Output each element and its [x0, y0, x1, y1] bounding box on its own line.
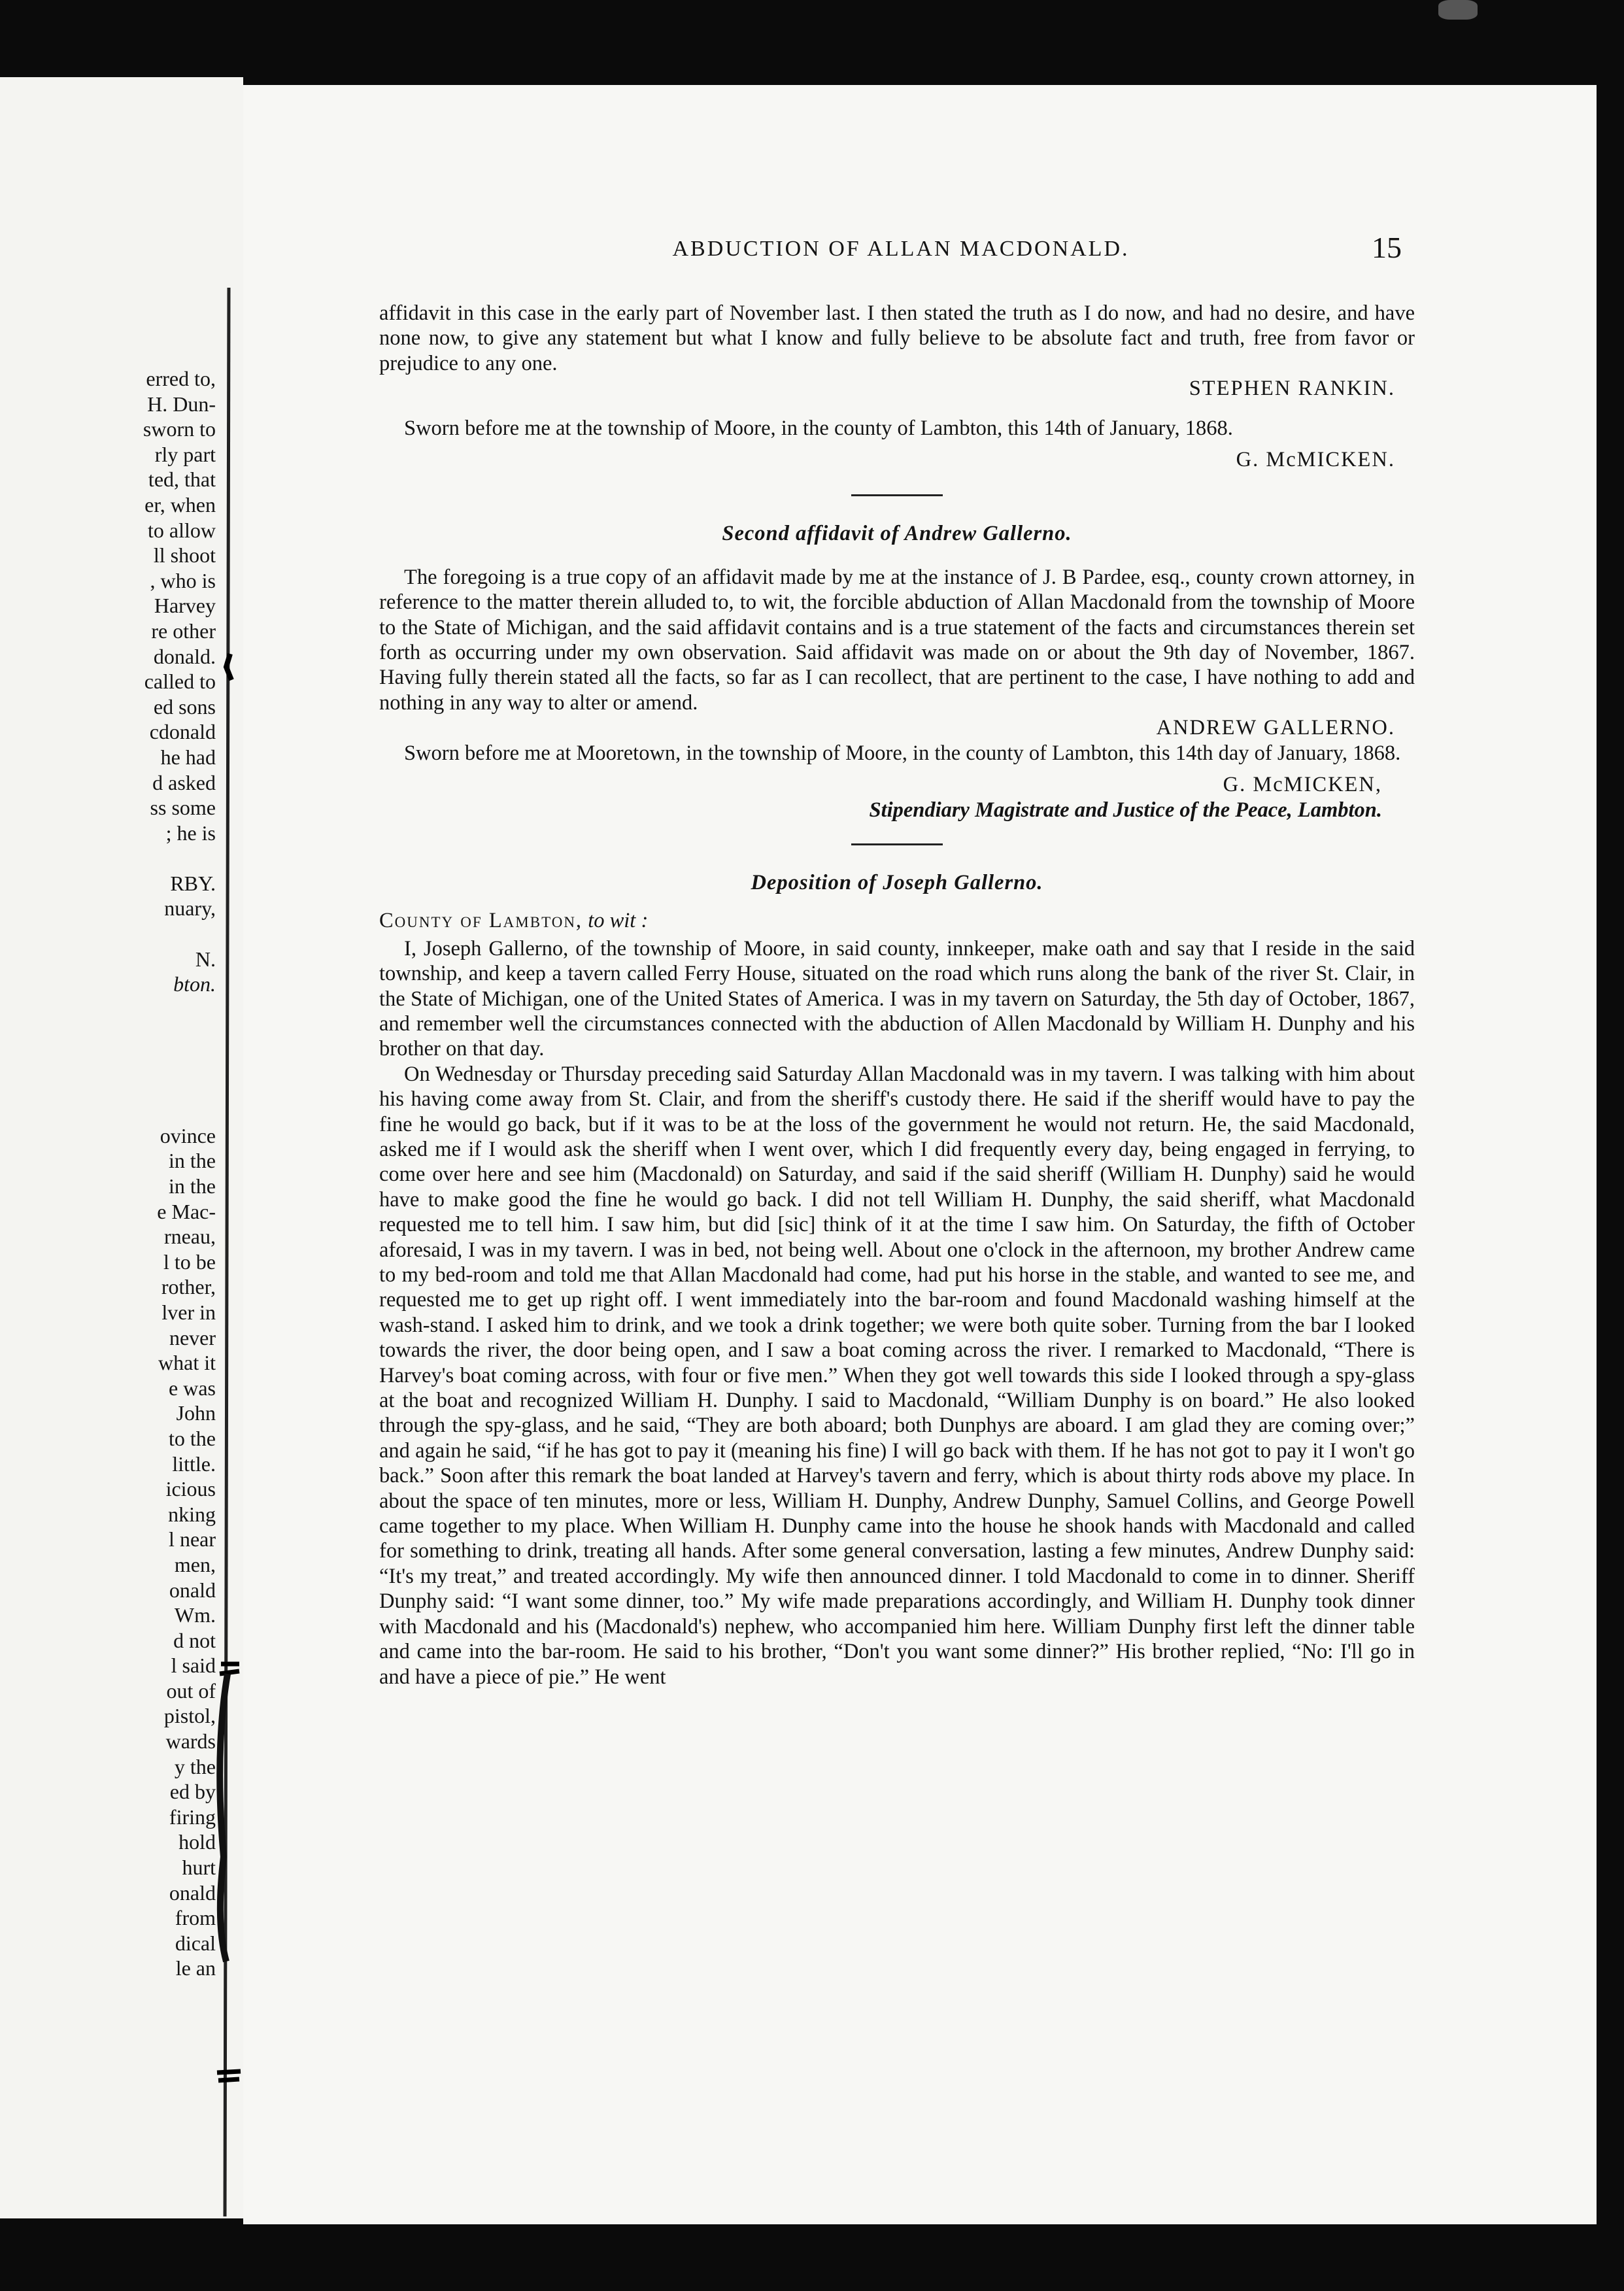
facing-page-line [143, 845, 216, 871]
facing-page-line: e was [169, 1376, 216, 1400]
facing-page-line: he had [160, 745, 216, 769]
facing-page-line: ed by [169, 1780, 216, 1804]
facing-page-line: nuary, [164, 896, 216, 921]
rankin-jurat: Sworn before me at the township of Moore, in the county of Lambton, this 14th of January, 1868. [404, 416, 1233, 440]
facing-page-line: onald [169, 1880, 216, 1905]
facing-page-line: John [176, 1401, 216, 1425]
venue-line [379, 908, 1415, 933]
facing-page-line: rother, [161, 1275, 216, 1299]
scan-speck [1438, 0, 1478, 20]
facing-page-line: hold [178, 1830, 216, 1854]
facing-page-line: to allow [148, 518, 216, 542]
rankin-paragraph: affidavit in this case in the early part of November last. I then stated the truth as I do now, and had no desire, and have none now, to give any statement but what I know and fully believe to be absolute fact and truth, free from favor or prejudice to any one. [379, 301, 1415, 375]
facing-page-line: rneau, [163, 1225, 216, 1249]
facing-page-line [143, 1022, 216, 1047]
facing-page-line: N. [195, 947, 216, 971]
rankin-affidavit-end [379, 301, 1415, 1689]
mcmicken-signature: G. McMICKEN, [1223, 773, 1382, 797]
magistrate-office: Stipendiary Magistrate and Justice of the Peace, Lambton. [869, 798, 1382, 822]
facing-page-line: hurt [182, 1856, 216, 1880]
section-rule-1 [851, 494, 943, 496]
facing-page-line: what it [158, 1351, 216, 1375]
facing-page-line: y the [174, 1754, 216, 1778]
facing-page-line: never [169, 1325, 216, 1349]
rankin-jurat-signature: G. McMICKEN. [1236, 448, 1395, 472]
facing-page-line: ted, that [148, 467, 216, 492]
facing-page-line: l said [171, 1654, 216, 1678]
second-affidavit-body: The foregoing is a true copy of an affidavit made by me at the instance of J. B Pardee, esq., county crown attorney, in reference to the matter therein alluded to, to wit, the forcible abduction of Allan Macdonald from the township of Moore to the State of Michigan, and the said affidavit contains and is a true statement of the facts and circumstances therein set forth as occurring under my own observation. Said affidavit was made on or about the 9th day of November, 1867. Having fully therein stated all the facts, so far as I can recollect, that are pertinent to the case, I have nothing to add and nothing in any way to alter or amend. [379, 565, 1415, 715]
facing-page-line: icious [165, 1477, 216, 1501]
andrew-gallerno-signature: ANDREW GALLERNO. [1156, 716, 1395, 740]
running-header: ABDUCTION OF ALLAN MACDONALD. [672, 237, 1130, 261]
facing-page-line: men, [174, 1552, 216, 1576]
rankin-signature: STEPHEN RANKIN. [1189, 377, 1395, 401]
facing-page-line: out of [166, 1678, 216, 1703]
facing-page-line: called to [144, 670, 216, 694]
facing-page-line: firing [169, 1805, 216, 1829]
facing-page-line [143, 1047, 216, 1073]
second-affidavit-jurat: Sworn before me at Mooretown, in the township of Moore, in the county of Lambton, this 14th day of January, 1868. [404, 741, 1401, 765]
facing-page-line: le an [175, 1956, 216, 1980]
facing-page-line: cdonald [149, 720, 216, 744]
facing-page-line: to the [169, 1426, 216, 1450]
facing-page-line: nking [168, 1502, 216, 1526]
deposition-title: Deposition of Joseph Gallerno. [751, 870, 1043, 894]
facing-page-line: d not [173, 1628, 216, 1652]
facing-page-line [143, 921, 216, 947]
facing-page-line: re other [151, 619, 216, 643]
facing-page-line: in the [169, 1174, 216, 1198]
facing-page-line: wards [165, 1729, 216, 1754]
to-wit: to wit : [588, 909, 649, 933]
county-heading: County of Lambton, [379, 909, 583, 933]
facing-page-line: ss some [150, 796, 216, 820]
facing-page-line: ovince [160, 1123, 216, 1147]
facing-page-line: onald [169, 1578, 216, 1602]
facing-page-line: dical [175, 1931, 216, 1955]
facing-page-line: ed sons [153, 694, 216, 719]
facing-page-line: l near [169, 1527, 216, 1552]
facing-page [0, 77, 243, 2218]
facing-page-text-fragments [143, 366, 216, 1981]
facing-page-line: little. [172, 1451, 216, 1476]
facing-page-line: donald. [153, 644, 216, 668]
facing-page-line [143, 1098, 216, 1123]
facing-page-line: , who is [150, 568, 216, 592]
facing-page-line: lver in [161, 1300, 216, 1324]
facing-page-line: ; he is [165, 821, 216, 845]
section-rule-2 [851, 843, 943, 845]
facing-page-line: Wm. [174, 1603, 216, 1627]
facing-page-line: Harvey [154, 594, 216, 618]
facing-page-line [143, 997, 216, 1023]
facing-page-line: RBY. [170, 871, 216, 895]
facing-page-line: sworn to [143, 417, 216, 441]
facing-page-line: erred to, [146, 367, 216, 390]
page-number: 15 [1372, 231, 1402, 264]
facing-page-line: pistol, [163, 1704, 216, 1728]
facing-page-line: bton. [173, 972, 216, 996]
second-affidavit-title: Second affidavit of Andrew Gallerno. [722, 522, 1072, 546]
facing-page-line [143, 1073, 216, 1098]
facing-page-line: e Mac- [157, 1199, 216, 1223]
facing-page-line: l to be [163, 1249, 216, 1274]
deposition-paragraph-2: On Wednesday or Thursday preceding said Saturday Allan Macdonald was in my tavern. I was talking with him about his having come away from St. Clair, and from the sheriff's custody there. He said if the sheriff would have to pay the fine he would go back, but if it was to be at the loss of the government he would not return. He, the said Macdonald, asked me if I would ask the sheriff when I went over, which I did frequently every day, being engaged in ferrying, to come over here and see him (Macdonald) on Saturday, and said if the said sheriff (William H. Dunphy) said he would have to make good the fine he would go back. I did not tell William H. Dunphy, the said sheriff, what Macdonald requested me to tell him. I saw him, but did [sic] think of it at the time I saw him. On Saturday, the fifth of October aforesaid, I was in my tavern. I was in bed, not being well. About one o'clock in the afternoon, my brother Andrew came to my bed-room and told me that Allan Macdonald had come, had put his horse in the stable, and wanted to see me, and requested me to get up right off. I went immediately into the bar-room and found Macdonald washing himself at the wash-stand. I asked him to drink, and we took a drink together; we were both quite sober. Turning from the bar I looked towards the river, the door being open, and I saw a boat coming across the river. I remarked to Macdonald, “There is Harvey's boat coming across, with four or five men.” When they got well towards this side I looked through a spy-glass at the boat and recognized William H. Dunphy. I said to Macdonald, “William Dunphy is on board.” He also looked through the spy-glass, and he said, “They are both aboard; both Dunphys are aboard. I am glad they are coming over;” and again he said, “if he has got to pay it (meaning his fine) I will go back with them. If he has not got to pay it I won't go back.” Soon after this remark the boat landed at Harvey's tavern and ferry, which is about thirty rods above my place. In about the space of ten minutes, more or less, William H. Dunphy, Andrew Dunphy, Samuel Collins, and George Powell came together to my place. When William H. Dunphy came into the house he shook hands with Macdonald and called for something to drink, treating all hands. After some general conversation, lasting a few minutes, Andrew Dunphy said: “It's my treat,” and treated accordingly. My wife then announced dinner. I told Macdonald to come in to dinner. Sheriff Dunphy said: “I want some dinner, too.” My wife made preparations accordingly, and William H. Dunphy took dinner with Macdonald and his (Macdonald's) nephew, who accompanied him here. William Dunphy first left the dinner table and came into the bar-room. He said to his brother, “Don't you want some dinner?” His brother replied, “No: I'll go in and have a piece of pie.” He went [379, 1062, 1415, 1689]
facing-page-line: in the [169, 1149, 216, 1173]
facing-page-line: ll shoot [153, 543, 216, 568]
facing-page-line: er, when [144, 492, 216, 517]
binding-thread [208, 78, 247, 2216]
facing-page-line: from [175, 1906, 216, 1930]
facing-page-line: d asked [152, 770, 216, 794]
facing-page-line: H. Dun- [147, 392, 216, 416]
book-page [243, 85, 1597, 2224]
facing-page-line: rly part [154, 442, 216, 466]
deposition-paragraph-1: I, Joseph Gallerno, of the township of Moore, in said county, innkeeper, make oath and say that I reside in the said township, and keep a tavern called Ferry House, situated on the road which runs along the bank of the river St. Clair, in the State of Michigan, one of the United States of America. I was in my tavern on Saturday, the 5th day of October, 1867, and remember well the circumstances connected with the abduction of Allen Macdonald by William H. Dunphy and his brother on that day. [379, 936, 1415, 1061]
